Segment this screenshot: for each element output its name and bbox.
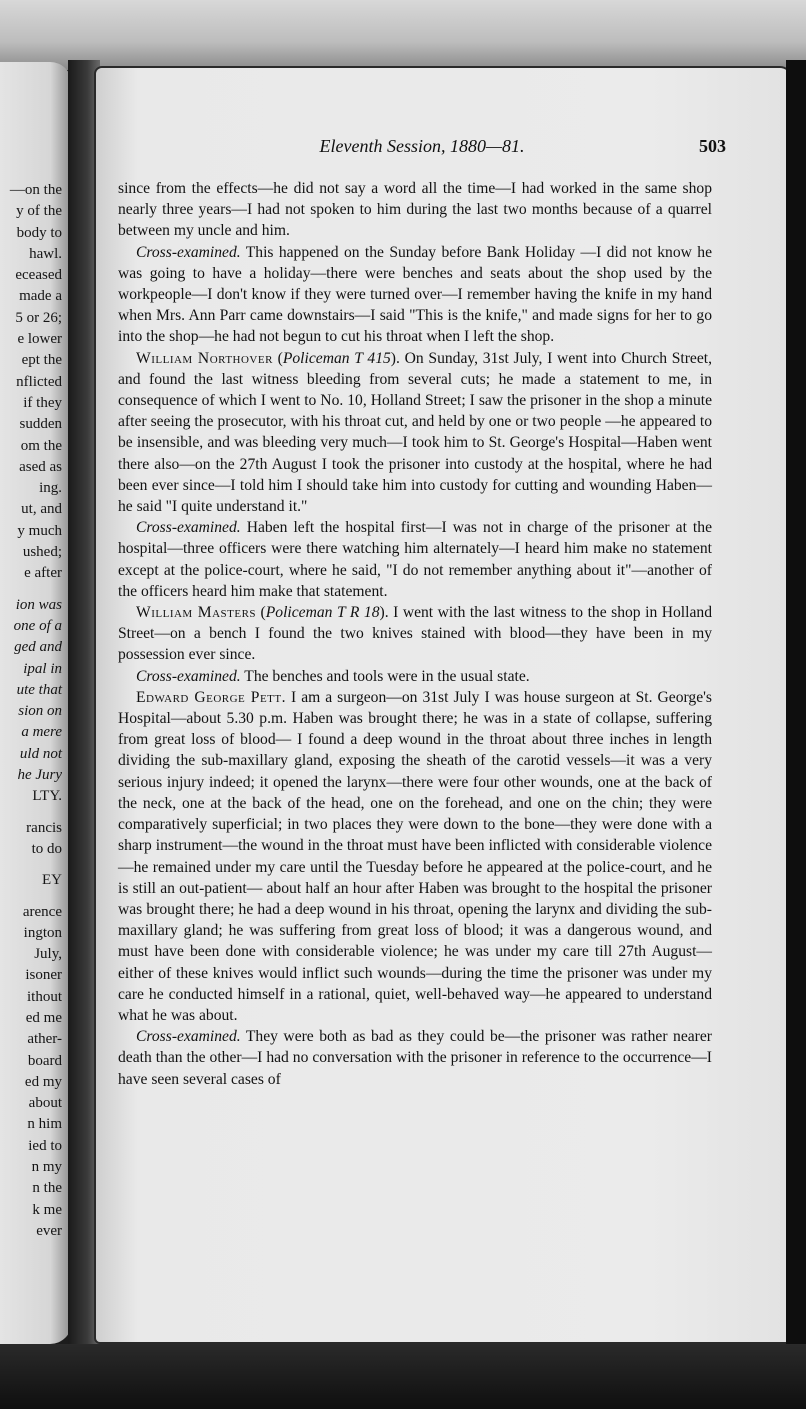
left-page-line: k me [32, 1201, 62, 1218]
left-page-gap [0, 808, 62, 818]
left-page-line: made a [19, 288, 62, 305]
left-page-line: ed me [25, 1009, 62, 1026]
left-page-line: ept the [21, 352, 62, 369]
left-page-line: rancis [26, 819, 62, 836]
paragraph-text: I went with the last witness to the shop in Holland Street—on a bench I found the two knives stained with blood—they have been in my possession ever since. [118, 604, 712, 664]
scan-edge-right [786, 60, 806, 1360]
paragraph-masters: William Masters (Policeman T R 18). I went with the last witness to the shop in Holland Street—on a bench I found the two knives stained with blood—they have been in my possession ever since. [118, 604, 712, 664]
left-page-line: if they [23, 394, 62, 411]
paragraph-text: I am a surgeon—on 31st July I was house surgeon at St. George's Hospital—about 5.30 p.m. Haben was brought there; he was in a state of collapse, suffering from great loss of blood— I found a deep wound in the throat about three inches in length dividing the sub-maxillary gland, exposing the sheath of the carotid vessels—it was a very serious injury indeed; it opened the larynx—there were four other wounds, one at the back of the neck, one at the back of the head, one on the forehead, and one on the chin; they were comparatively superficial; in two places they were down to the bone—they were done with a sharp instrument—the wound in the throat must have been inflicted with considerable violence—he remained under my care until the Tuesday before he appeared at the police-court, and he is still an out-patient— about half an hour after Haben was brought to the hospital the prisoner was brought there; he had a deep wound in his throat, opening the larynx and dividing the sub-maxillary gland; he was suffering from great loss of blood; it was a dangerous wound, and must have been done with considerable violence; he was under my care till 27th August— either of these knives would inflict such wounds—during the time the prisoner was under my care he conducted himself in a rational, quiet, well-behaved way—he appeared to understand what he was about. [118, 688, 712, 1024]
witness-name: William Northover [136, 349, 273, 367]
paragraph-cross-examination-4 [118, 1026, 712, 1090]
page-number: 503 [699, 136, 726, 156]
left-page-line: sudden [19, 416, 62, 433]
left-page-line: hawl. [29, 245, 62, 262]
left-page-line: eceased [15, 267, 62, 284]
left-page-gap [0, 892, 62, 902]
cross-examined-label: Cross-examined. [136, 667, 241, 685]
left-page-line: arence [22, 903, 62, 920]
witness-name: William Masters [136, 604, 257, 622]
left-page-line: y of the [16, 203, 62, 220]
cross-examined-label: Cross-examined. [136, 1028, 241, 1046]
left-page-line: e after [24, 565, 62, 582]
left-page-line: nflicted [16, 373, 62, 390]
left-page-line: e lower [17, 331, 62, 348]
witness-role: Policeman T 415 [282, 349, 391, 367]
paragraph-pett [118, 687, 712, 1026]
left-page-line: ushed; [22, 544, 62, 561]
cross-examined-label: Cross-examined. [136, 243, 241, 261]
page-body [118, 178, 712, 1090]
left-page-line: ather- [27, 1031, 62, 1048]
left-page-line: n him [27, 1116, 62, 1133]
left-page-line: July, [34, 946, 62, 963]
paragraph-cross-examination-2 [118, 517, 712, 602]
left-page-italic-line: ged and [14, 639, 62, 656]
witness-name: Edward George Pett. [136, 688, 287, 706]
left-page-verdict: LTY. [32, 788, 62, 805]
left-page-line: ington [23, 924, 62, 941]
left-page-italic-line: a mere [21, 724, 62, 741]
left-page-line: y much [17, 522, 62, 539]
left-page-line: ut, and [21, 501, 62, 518]
scan-background-top [0, 0, 806, 70]
cross-examined-label: Cross-examined. [136, 519, 241, 537]
left-page-italic-line: ipal in [23, 660, 62, 677]
left-page-line: ever [36, 1222, 62, 1239]
left-page-line: board [27, 1052, 62, 1069]
left-page-line: isoner [25, 967, 62, 984]
left-page-italic-line: uld not [19, 745, 62, 762]
left-page-line: about [28, 1095, 62, 1112]
witness-role: Policeman T R 18 [265, 604, 380, 622]
paragraph-text: This happened on the Sunday before Bank Holiday —I did not know he was going to have a holiday—there were benches and seats about the shop used by the workpeople—I don't know if they were turned over—I remember having the knife in my hand when Mrs. Ann Parr came downstairs—I said "This is the knife," and made signs for her to go into the shop—he had not begun to cut his throat when I left the shop. [118, 243, 712, 346]
paragraph-text: The benches and tools were in the usual state. [240, 667, 530, 685]
left-page-italic-line: sion on [18, 703, 62, 720]
paragraph-text: They were both as bad as they could be—the prisoner was rather nearer death than the other—I had no conversation with the prisoner in reference to the occurrence—I have seen several cases of [118, 1028, 712, 1088]
left-page-italic-line: he Jury [17, 767, 62, 784]
left-page-italic-line: ion was [15, 596, 62, 613]
left-page-line: ithout [26, 988, 62, 1005]
left-page-line: ing. [39, 480, 62, 497]
paragraph-northover: William Northover (Policeman T 415). On Sunday, 31st July, I went into Church Street, and found the last witness bleeding from several cuts; he made a statement to me, in consequence of which I went to No. 10, Holland Street; I saw the prisoner in the shop a minute after seeing the prosecutor, with his throat cut, and held by one or two people —he appeared to be insensible, and was bleeding very much—I took him to St. George's Hospital—Haben went there also—on the 27th August I took the prisoner into custody at the hospital, where he had been ever since—I told him I should take him into custody for cutting and wounding Haben—he said "I quite understand it." [118, 349, 712, 516]
paragraph-continuation: since from the effects—he did not say a word all the time—I had worked in the same shop nearly three years—I had not spoken to him during the last two months because of a quarrel between my uncle and him. [118, 180, 712, 240]
left-page-line: body to [16, 224, 62, 241]
left-page-line: 5 or 26; [15, 309, 62, 326]
left-page-line: ied to [28, 1137, 62, 1154]
paragraph-cross-examination-3 [118, 666, 712, 687]
left-page-line: ed my [24, 1073, 62, 1090]
left-page-line: to do [31, 840, 62, 857]
left-page-italic-line: ute that [16, 681, 62, 698]
left-page-line: n my [31, 1159, 62, 1176]
running-header [118, 136, 726, 162]
session-title: Eleventh Session, 1880—81. [319, 136, 525, 156]
left-facing-page [0, 62, 72, 1344]
scan-background-bottom [0, 1344, 806, 1409]
left-page-line: —on the [9, 182, 62, 198]
left-page-gap [0, 860, 62, 870]
left-page-line: om the [20, 437, 62, 454]
left-page-text-fragments [0, 180, 62, 1242]
paragraph-cross-examination-1 [118, 242, 712, 348]
left-page-line: ased as [19, 458, 62, 475]
left-page-heading: EY [42, 872, 62, 889]
left-page-gap [0, 585, 62, 595]
left-page-line: n the [32, 1180, 62, 1197]
paragraph-text: Haben left the hospital first—I was not in charge of the prisoner at the hospital—three officers were there watching him alternately—I heard him make no statement except at the police-court, where he said, "I do not remember anything about it"—another of the officers heard him make that statement. [118, 519, 712, 600]
paragraph-text: On Sunday, 31st July, I went into Church Street, and found the last witness bleeding from several cuts; he made a statement to me, in consequence of which I went to No. 10, Holland Street; I saw the prisoner in the shop a minute after seeing the prosecutor, with his throat cut, and held by one or two people —he appeared to be insensible, and was bleeding very much—I took him to St. George's Hospital—Haben went there also—on the 27th August I took the prisoner into custody at the hospital, where he had been ever since—I told him I should take him into custody for cutting and wounding Haben—he said "I quite understand it." [118, 349, 712, 516]
left-page-italic-line: one of a [13, 617, 62, 634]
